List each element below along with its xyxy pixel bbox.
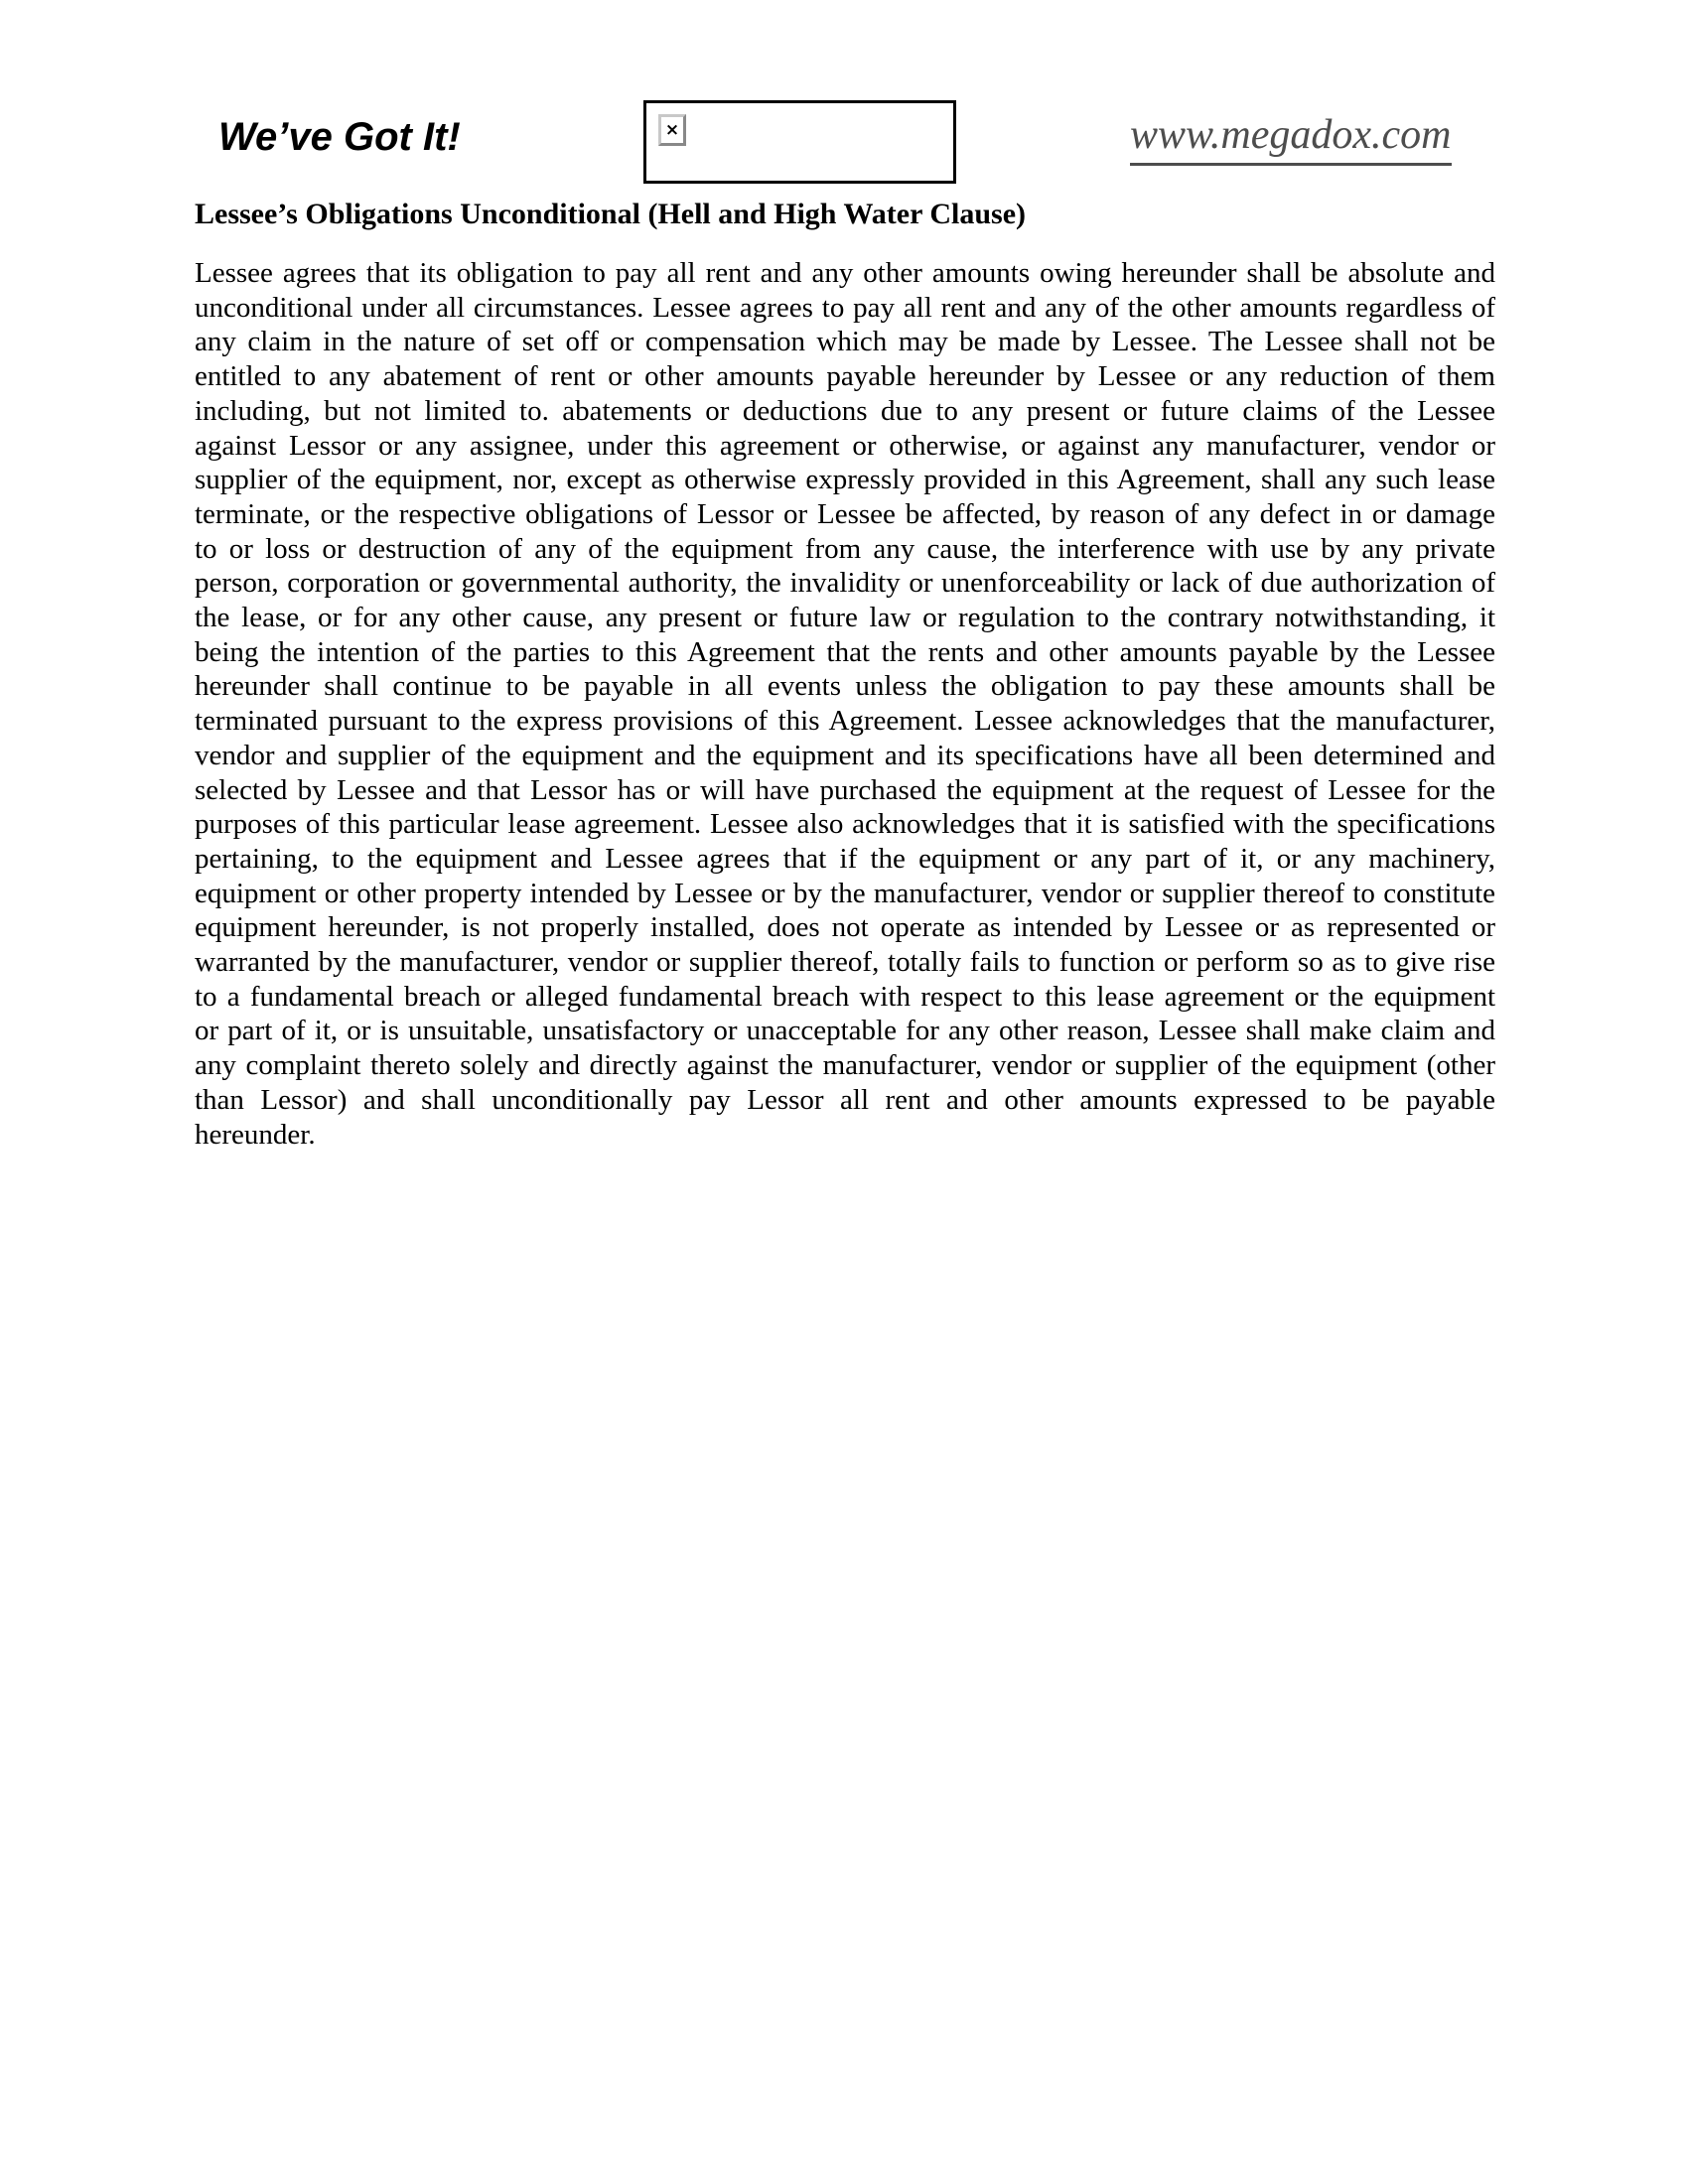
- document-body-paragraph: Lessee agrees that its obligation to pay all rent and any other amounts owing hereunder shall be absolute and unconditional under all circumstances. Lessee agrees to pay all rent and any of the other amounts regardless of any claim in the nature of set off or compensation which may be made by Lessee. The Lessee shall not be entitled to any abatement of rent or other amounts payable hereunder by Lessee or any reduction of them including, but not limited to. abatements or deductions due to any present or future claims of the Lessee against Lessor or any assignee, under this agreement or otherwise, or against any manufacturer, vendor or supplier of the equipment, nor, except as otherwise expressly provided in this Agreement, shall any such lease terminate, or the respective obligations of Lessor or Lessee be affected, by reason of any defect in or damage to or loss or destruction of any of the equipment from any cause, the interference with use by any private person, corporation or governmental authority, the invalidity or unenforceability or lack of due authorization of the lease, or for any other cause, any present or future law or regulation to the contrary notwithstanding, it being the intention of the parties to this Agreement that the rents and other amounts payable by the Lessee hereunder shall continue to be payable in all events unless the obligation to pay these amounts shall be terminated pursuant to the express provisions of this Agreement. Lessee acknowledges that the manufacturer, vendor and supplier of the equipment and the equipment and its specifications have all been determined and selected by Lessee and that Lessor has or will have purchased the equipment at the request of Lessee for the purposes of this particular lease agreement. Lessee also acknowledges that it is satisfied with the specifications pertaining, to the equipment and Lessee agrees that if the equipment or any part of it, or any machinery, equipment or other property intended by Lessee or by the manufacturer, vendor or supplier thereof to constitute equipment hereunder, is not properly installed, does not operate as intended by Lessee or as represented or warranted by the manufacturer, vendor or supplier thereof, totally fails to function or perform so as to give rise to a fundamental breach or alleged fundamental breach with respect to this lease agreement or the equipment or part of it, or is unsuitable, unsatisfactory or unacceptable for any other reason, Lessee shall make claim and any complaint thereto solely and directly against the manufacturer, vendor or supplier of the equipment (other than Lessor) and shall unconditionally pay Lessor all rent and other amounts expressed to be payable hereunder.: [195, 257, 1495, 1151]
- brand-logo-text: We’ve Got It!: [218, 115, 461, 159]
- website-link-label: www.megadox.com: [1130, 112, 1452, 158]
- broken-image-placeholder: [643, 100, 956, 184]
- broken-image-icon: ×: [658, 114, 686, 146]
- website-link[interactable]: [1130, 111, 1452, 166]
- document-title: Lessee’s Obligations Unconditional (Hell and High Water Clause): [195, 198, 1027, 230]
